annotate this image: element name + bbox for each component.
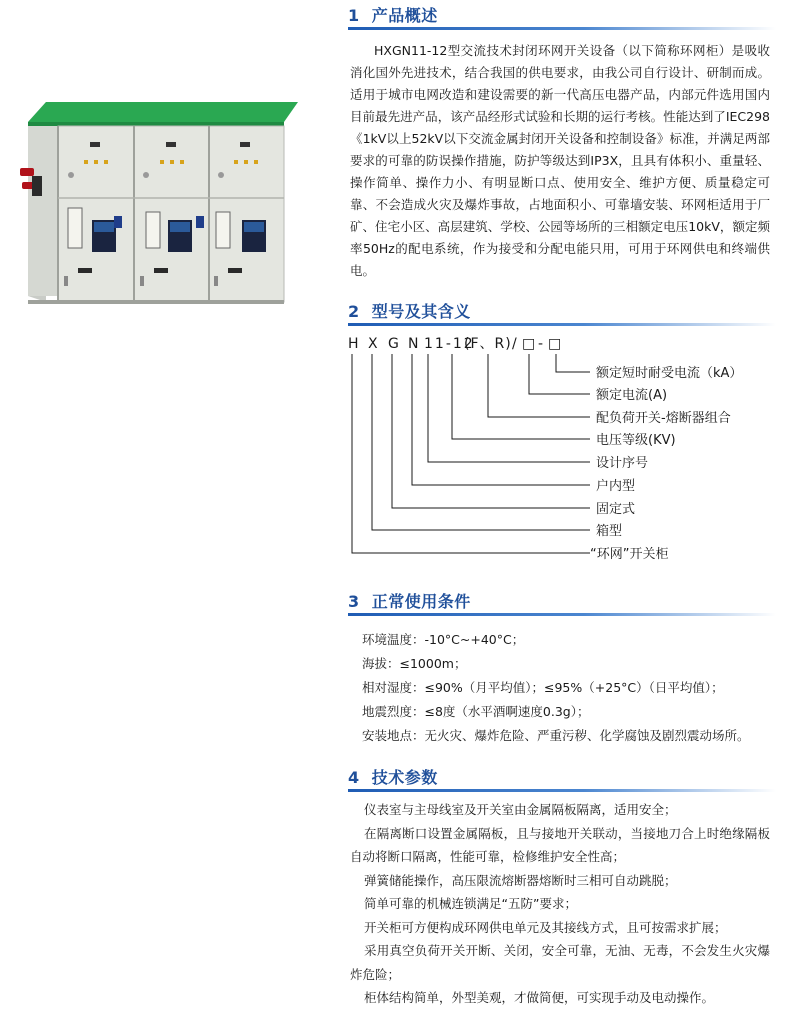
switchgear-cabinet-image xyxy=(18,80,300,310)
tech-item: 弹簧储能操作，高压限流熔断器熔断时三相可自动跳脱； xyxy=(364,872,677,888)
condition-humidity: 相对湿度：≤90%（月平均值）；≤95%（+25°C）（日平均值）； xyxy=(362,680,724,695)
model-meaning-fuse-combo: 配负荷开关-熔断器组合 xyxy=(596,411,731,426)
overview-paragraph: HXGN11-12型交流技术封闭环网开关设备（以下简称环网柜）是吸收消化国外先进技术，结合我国的供电要求，由我公司自行设计、研制而成。适用于城市电网改造和建设需要的新一代高压电器产品，内部元件选用国内目前最先进产品，该产品经形式试验和长期的运行考核。性能达到了IEC298《1kV以上52kV以下交流金属封闭开关设备和控制设备》标准，并满足两部要求的可靠的防误操作措施，防护等级达到IP3X，且具有体积小、重量轻、操作简单、操作力小、有明显断口点、使用安全、维护方便、质量稳定可靠、不会造成火灾及爆炸事故，占地面积小、可靠墙安装、环网柜适用于厂矿、住宅小区、高层建筑、学校、公园等场所的三相额定电压10kV，额定频率50Hz的配电系统，作为接受和分配电能只用，可用于环网供电和终端供电。 xyxy=(350,43,770,278)
condition-location: 安装地点：无火灾、爆炸危险、严重污秽、化学腐蚀及剧烈震动场所。 xyxy=(362,728,750,743)
condition-seismic: 地震烈度：≤8度（水平酒啊速度0.3g）； xyxy=(362,704,590,719)
model-char-dash: - xyxy=(538,336,544,352)
model-box-current: □ xyxy=(522,336,536,352)
condition-temperature: 环境温度：-10°C~+40°C； xyxy=(362,632,525,647)
tech-item: 简单可靠的机械连锁满足“五防”要求； xyxy=(364,896,577,911)
tech-item: 柜体结构简单，外型美观，才做简便，可实现手动及电动操作。 xyxy=(364,990,715,1005)
section-title: 2 型号及其含义 xyxy=(348,302,471,321)
section-rule xyxy=(348,789,776,792)
model-designation-diagram xyxy=(340,330,780,570)
model-meaning-short-time-current: 额定短时耐受电流（kA） xyxy=(596,366,743,381)
section-title: 3 正常使用条件 xyxy=(348,592,471,611)
model-char-n: N xyxy=(408,336,419,352)
model-char-slash: / xyxy=(512,336,517,352)
section-header-model xyxy=(348,300,776,328)
model-char-x: X xyxy=(368,336,378,352)
model-box-short-time: □ xyxy=(548,336,562,352)
model-meaning-rated-current: 额定电流(A) xyxy=(596,388,668,403)
section-title: 1 产品概述 xyxy=(348,6,438,25)
section-rule xyxy=(348,323,776,326)
model-char-series: 11-12 xyxy=(424,336,475,352)
model-meaning-indoor: 户内型 xyxy=(596,479,636,494)
section-header-conditions xyxy=(348,590,776,618)
model-meaning-design-serial: 设计序号 xyxy=(596,456,649,471)
tech-item: 仪表室与主母线室及开关室由金属隔板隔离，适用安全； xyxy=(364,802,677,817)
section-header-tech xyxy=(348,766,776,794)
model-meaning-ring-main: “环网”开关柜 xyxy=(590,547,669,562)
model-meaning-box-type: 箱型 xyxy=(596,524,623,539)
condition-altitude: 海拔：≤1000m； xyxy=(362,656,467,671)
section-title: 4 技术参数 xyxy=(348,768,438,787)
model-meaning-fixed: 固定式 xyxy=(596,502,636,517)
section-header-overview xyxy=(348,4,776,32)
model-meaning-voltage-level: 电压等级(KV) xyxy=(596,433,676,448)
model-char-fr: (F、R) xyxy=(464,336,512,352)
tech-item: 采用真空负荷开关开断、关闭，安全可靠，无油、无毒，不会发生火灾爆炸危险； xyxy=(350,943,770,982)
section-rule xyxy=(348,613,776,616)
model-char-g: G xyxy=(388,336,399,352)
model-char-h: H xyxy=(348,336,359,352)
tech-item: 在隔离断口设置金属隔板，且与接地开关联动，当接地刀合上时绝缘隔板自动将断口隔离，性能可靠，检修维护安全性高； xyxy=(350,825,770,864)
section-rule xyxy=(348,27,776,30)
tech-list xyxy=(350,798,770,1010)
conditions-list xyxy=(362,628,792,748)
tech-item: 开关柜可方便构成环网供电单元及其接线方式，且可按需求扩展； xyxy=(364,919,727,935)
